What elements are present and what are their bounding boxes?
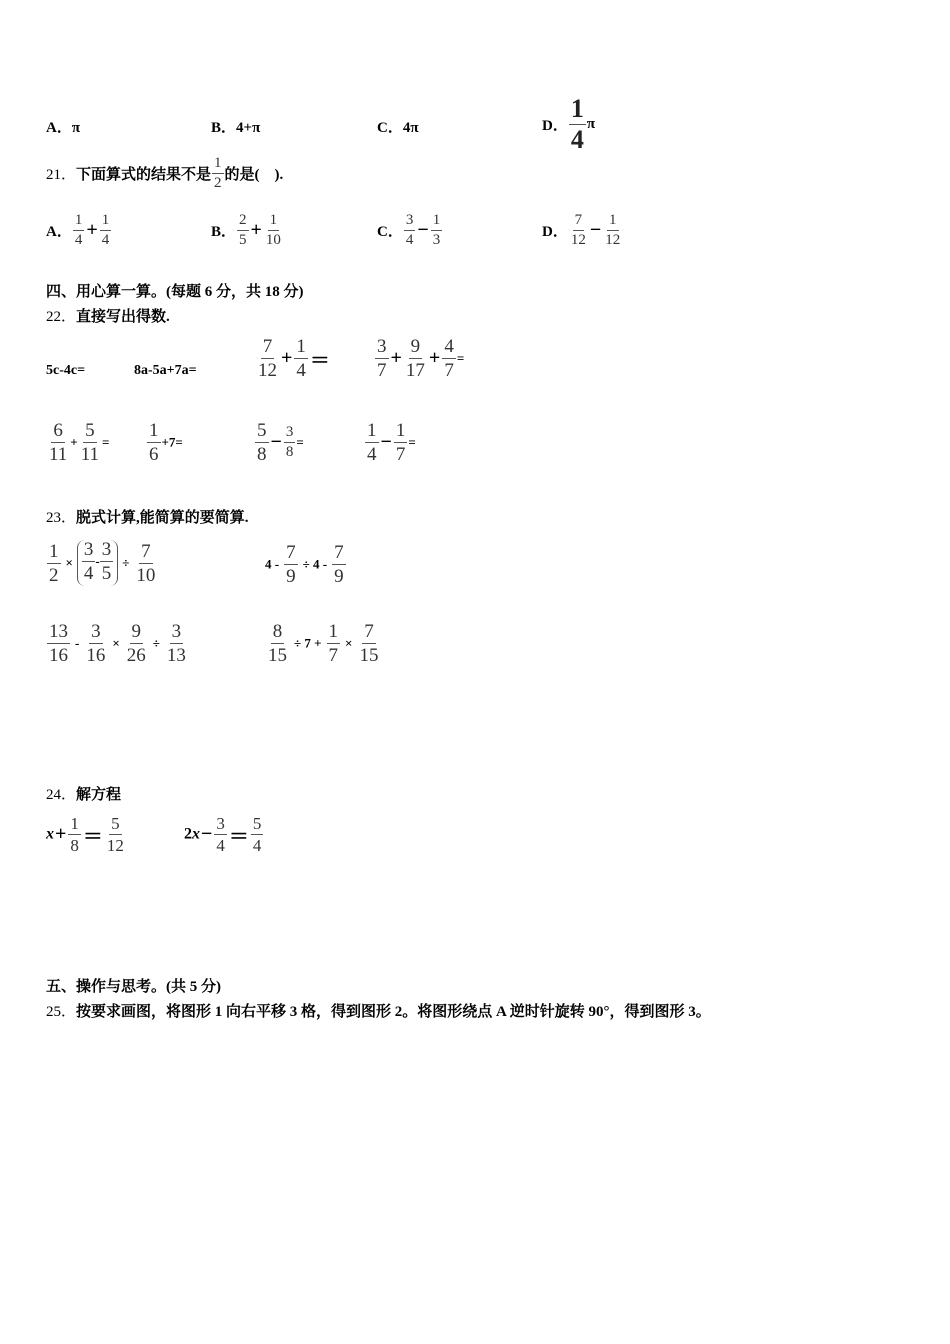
q20-option-a: A．π <box>46 120 81 136</box>
q21-stem: 21．下面算式的结果不是 $\frac{1}{2}$ 的是( ). <box>46 155 284 191</box>
fraction: $\frac{3}{13}$ <box>166 621 186 666</box>
parentheses-group: $\frac{3}{4}$ - $\frac{3}{5}$ <box>77 540 118 586</box>
fraction: $\frac{1}{12}$ <box>605 212 621 248</box>
q22-expr-4: $\frac{3}{7}$ + $\frac{9}{17}$ + $\frac{4}{7}$ = <box>377 336 465 381</box>
q22-expr-5: $\frac{6}{11}$ + $\frac{5}{11}$ = <box>49 420 110 465</box>
fraction: $\frac{7}{15}$ <box>359 621 379 666</box>
q20-option-b: B．4+π <box>211 120 261 136</box>
q21-option-d: D． $\frac{7}{12}$ − $\frac{1}{12}$ <box>542 212 621 248</box>
section-4-title: 四、用心算一算。(每题 6 分，共 18 分) <box>46 284 304 300</box>
fraction: $\frac{3}{4}$ <box>83 539 94 584</box>
fraction: $\frac{13}{16}$ <box>49 621 68 666</box>
fraction: $\frac{7}{10}$ <box>136 540 156 586</box>
fraction: $\frac{5}{4}$ <box>252 814 262 855</box>
q22-expr-3: $\frac{7}{12}$ + $\frac{1}{4}$ ＝ <box>258 336 330 381</box>
q20-option-c: C．4π <box>377 120 419 136</box>
fraction: $\frac{7}{12}$ <box>258 336 277 381</box>
fraction: $\frac{1}{10}$ <box>265 212 281 248</box>
q23-expr-4: $\frac{8}{15}$ ÷ 7 + $\frac{1}{7}$ × $\frac{7}{15}$ <box>268 621 379 666</box>
fraction: $\frac{1}{2}$ <box>214 155 222 191</box>
fraction: $\frac{1}{4}$ <box>570 94 584 154</box>
q22-expr-7: $\frac{5}{8}$ − $\frac{3}{8}$ = <box>257 420 304 465</box>
fraction: $\frac{4}{7}$ <box>444 336 454 381</box>
q23-stem: 23．脱式计算,能简算的要简算. <box>46 510 249 526</box>
fraction: $\frac{9}{17}$ <box>405 336 425 381</box>
q23-expr-3: $\frac{13}{16}$ - $\frac{3}{16}$ × $\frac{9}{26}$ ÷ $\frac{3}{13}$ <box>49 621 186 666</box>
section-5-title: 五、操作与思考。(共 5 分) <box>46 979 221 995</box>
q21-option-a: A． $\frac{1}{4}$ + $\frac{1}{4}$ <box>46 212 110 248</box>
q25-stem: 25．按要求画图，将图形 1 向右平移 3 格，得到图形 2。将图形绕点 A 逆时针旋转 90°，得到图形 3。 <box>46 1004 711 1020</box>
fraction: $\frac{1}{2}$ <box>49 540 59 586</box>
q21-option-c: C． $\frac{3}{4}$ − $\frac{1}{3}$ <box>377 212 441 248</box>
fraction: $\frac{7}{9}$ <box>286 542 296 587</box>
fraction: $\frac{1}{8}$ <box>70 814 79 855</box>
q22-stem: 22．直接写出得数. <box>46 309 170 325</box>
fraction: $\frac{7}{9}$ <box>334 542 344 587</box>
fraction: $\frac{1}{4}$ <box>296 336 306 381</box>
q22-expr-6: $\frac{1}{6}$ +7= <box>149 420 183 465</box>
fraction: $\frac{3}{5}$ <box>101 539 112 584</box>
fraction: $\frac{2}{5}$ <box>239 212 247 248</box>
fraction: $\frac{1}{4}$ <box>74 212 83 248</box>
q24-equation-2: 2x− $\frac{3}{4}$ ＝ $\frac{5}{4}$ <box>184 814 262 855</box>
q23-expr-2: 4 - $\frac{7}{9}$ ÷ 4 - $\frac{7}{9}$ <box>265 542 344 587</box>
fraction: $\frac{3}{8}$ <box>285 424 294 460</box>
q22-expr-2: 8a-5a+7a= <box>134 363 197 378</box>
q21-option-b: B． $\frac{2}{5}$ + $\frac{1}{10}$ <box>211 212 281 248</box>
fraction: $\frac{1}{7}$ <box>395 420 406 465</box>
q20-option-d: D． $\frac{1}{4}$ π <box>542 94 596 154</box>
fraction: $\frac{3}{4}$ <box>216 814 225 855</box>
fraction: $\frac{9}{26}$ <box>126 621 146 666</box>
fraction: $\frac{5}{12}$ <box>106 814 124 855</box>
fraction: $\frac{5}{11}$ <box>80 420 100 465</box>
q22-expr-1: 5c-4c= <box>46 363 86 378</box>
q22-expr-8: $\frac{1}{4}$ − $\frac{1}{7}$ = <box>367 420 416 465</box>
q23-expr-1: $\frac{1}{2}$ × $\frac{3}{4}$ - $\frac{3}{5}$ ÷ $\frac{7}{10}$ <box>49 539 156 586</box>
fraction: $\frac{1}{4}$ <box>101 212 110 248</box>
q24-equation-1: x+ $\frac{1}{8}$ ＝ $\frac{5}{12}$ <box>46 814 124 855</box>
fraction: $\frac{6}{11}$ <box>49 420 68 465</box>
fraction: $\frac{5}{8}$ <box>257 420 267 465</box>
fraction: $\frac{3}{4}$ <box>405 212 414 248</box>
q24-stem: 24．解方程 <box>46 787 122 803</box>
fraction: $\frac{7}{12}$ <box>570 212 586 248</box>
fraction: $\frac{3}{16}$ <box>86 621 106 666</box>
fraction: $\frac{1}{4}$ <box>367 420 377 465</box>
fraction: $\frac{3}{7}$ <box>377 336 387 381</box>
fraction: $\frac{1}{6}$ <box>149 420 159 465</box>
fraction: $\frac{1}{3}$ <box>432 212 441 248</box>
fraction: $\frac{8}{15}$ <box>268 621 287 666</box>
fraction: $\frac{1}{7}$ <box>328 621 339 666</box>
